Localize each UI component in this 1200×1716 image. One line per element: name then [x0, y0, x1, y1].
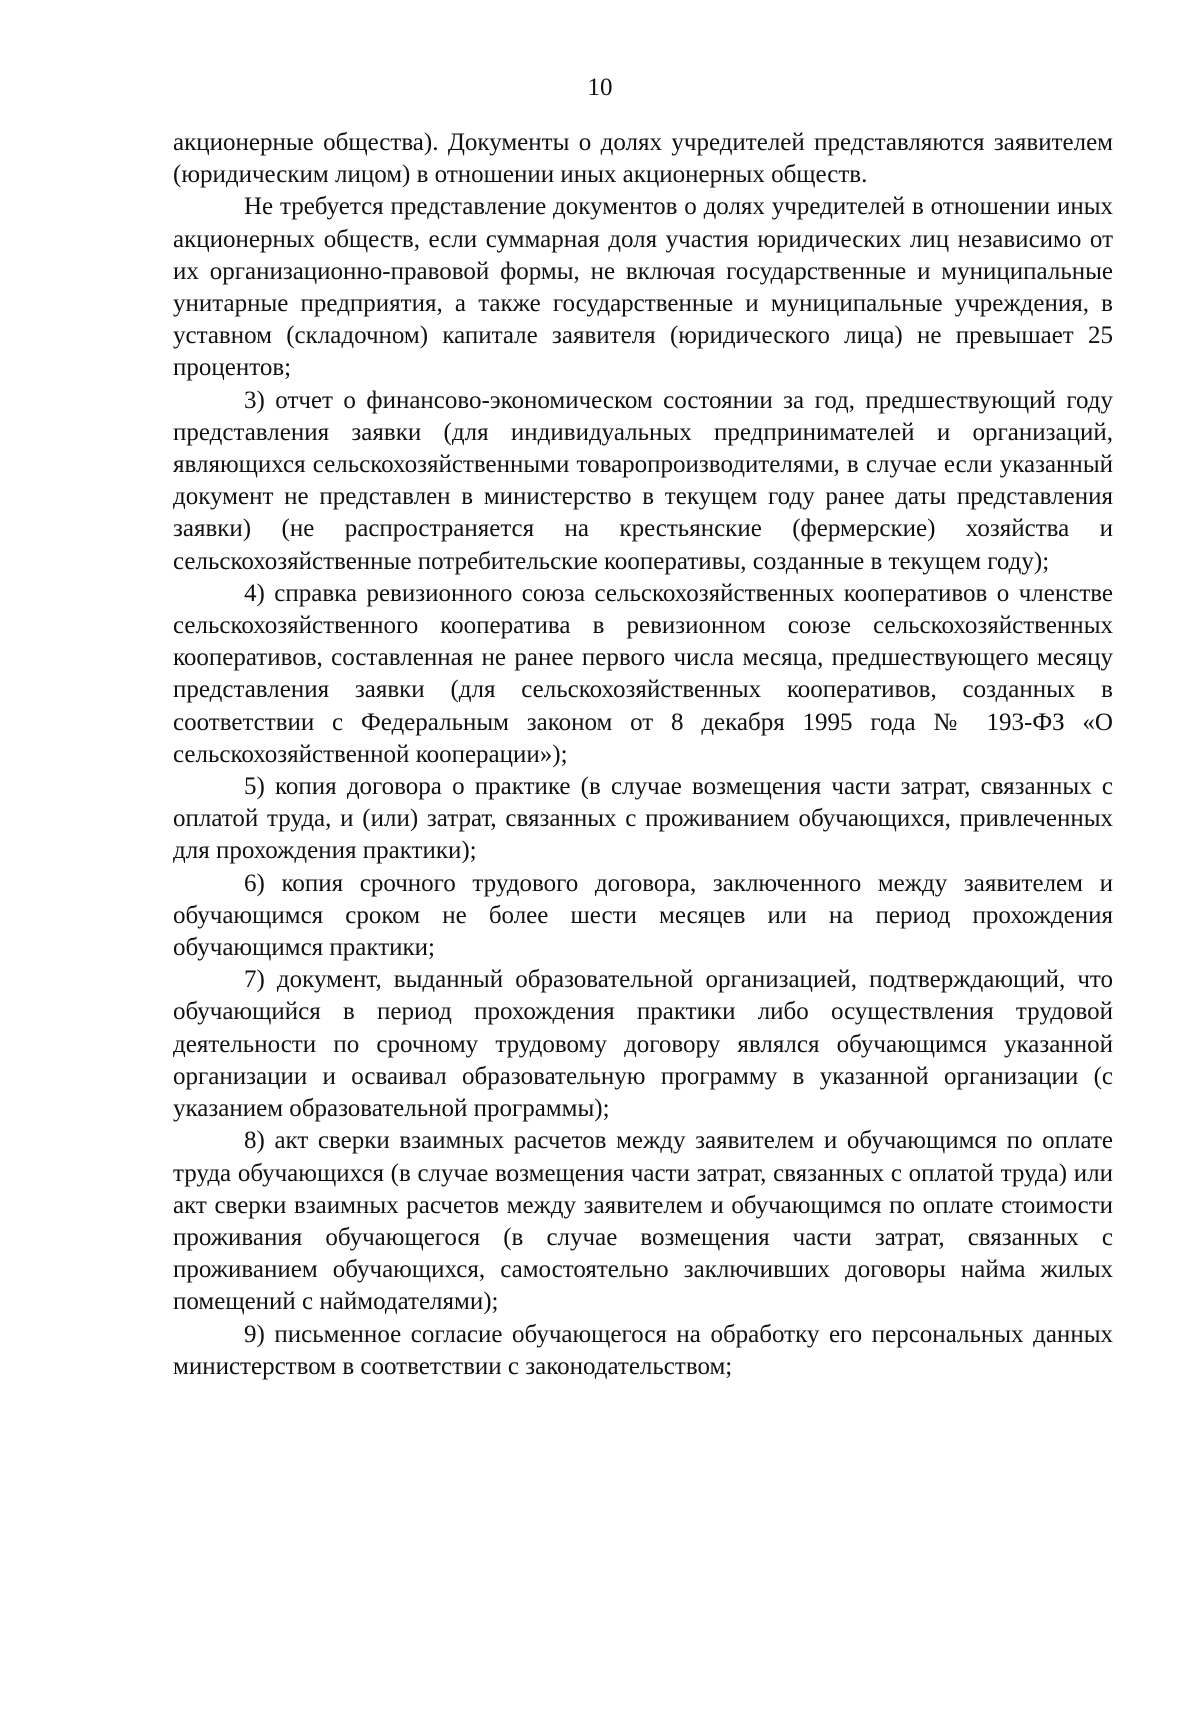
paragraph-continuation: акционерные общества). Документы о долях учредителей представляются заявителем (юридическим лицом) в отношении иных акционерных обществ. [173, 129, 1113, 189]
list-item-8: 8) акт сверки взаимных расчетов между заявителем и обучающимся по оплате труда обучающихся (в случае возмещения части затрат, связанных с оплатой труда) или акт сверки взаимных расчетов между заявителем и обучающимся по оплате стоимости проживания обучающегося (в случае возмещения части затрат, связанных с проживанием обучающихся, самостоятельно заключивших договоры найма жилых помещений с наймодателями); [173, 1127, 1113, 1316]
page-number: 10 [587, 74, 613, 101]
document-body [173, 127, 1113, 1383]
paragraph-share-exemption: Не требуется представление документов о долях учредителей в отношении иных акционерных обществ, если суммарная доля участия юридических лиц независимо от их организационно-правовой формы, не включая государственные и муниципальные унитарные предприятия, а также государственные и муниципальные учреждения, в уставном (складочном) капитале заявителя (юридического лица) не превышает 25 процентов; [173, 193, 1113, 382]
list-item-6: 6) копия срочного трудового договора, заключенного между заявителем и обучающимся сроком не более шести месяцев или на период прохождения обучающимся практики; [173, 869, 1113, 962]
list-item-4: 4) справка ревизионного союза сельскохозяйственных кооперативов о членстве сельскохозяйственного кооператива в ревизионном союзе сельскохозяйственных кооперативов, составленная не ранее первого числа месяца, предшествующего месяцу представления заявки (для сельскохозяйственных кооперативов, созданных в соответствии с Федеральным законом от 8 декабря 1995 года № 193-ФЗ «О сельскохозяйственной кооперации»); [173, 579, 1113, 768]
list-item-3: 3) отчет о финансово-экономическом состоянии за год, предшествующий году представления заявки (для индивидуальных предпринимателей и организаций, являющихся сельскохозяйственными товаропроизводителями, в случае если указанный документ не представлен в министерство в текущем году ранее даты представления заявки) (не распространяется на крестьянские (фермерские) хозяйства и сельскохозяйственные потребительские кооперативы, созданные в текущем году); [173, 386, 1113, 575]
list-item-7: 7) документ, выданный образовательной организацией, подтверждающий, что обучающийся в период прохождения практики либо осуществления трудовой деятельности по срочному трудовому договору являлся обучающимся указанной организации и осваивал образовательную программу в указанной организации (с указанием образовательной программы); [173, 966, 1113, 1123]
list-item-9: 9) письменное согласие обучающегося на обработку его персональных данных министерством в соответствии с законодательством; [173, 1320, 1113, 1380]
list-item-5: 5) копия договора о практике (в случае возмещения части затрат, связанных с оплатой труда, и (или) затрат, связанных с проживанием обучающихся, привлеченных для прохождения практики); [173, 773, 1113, 865]
